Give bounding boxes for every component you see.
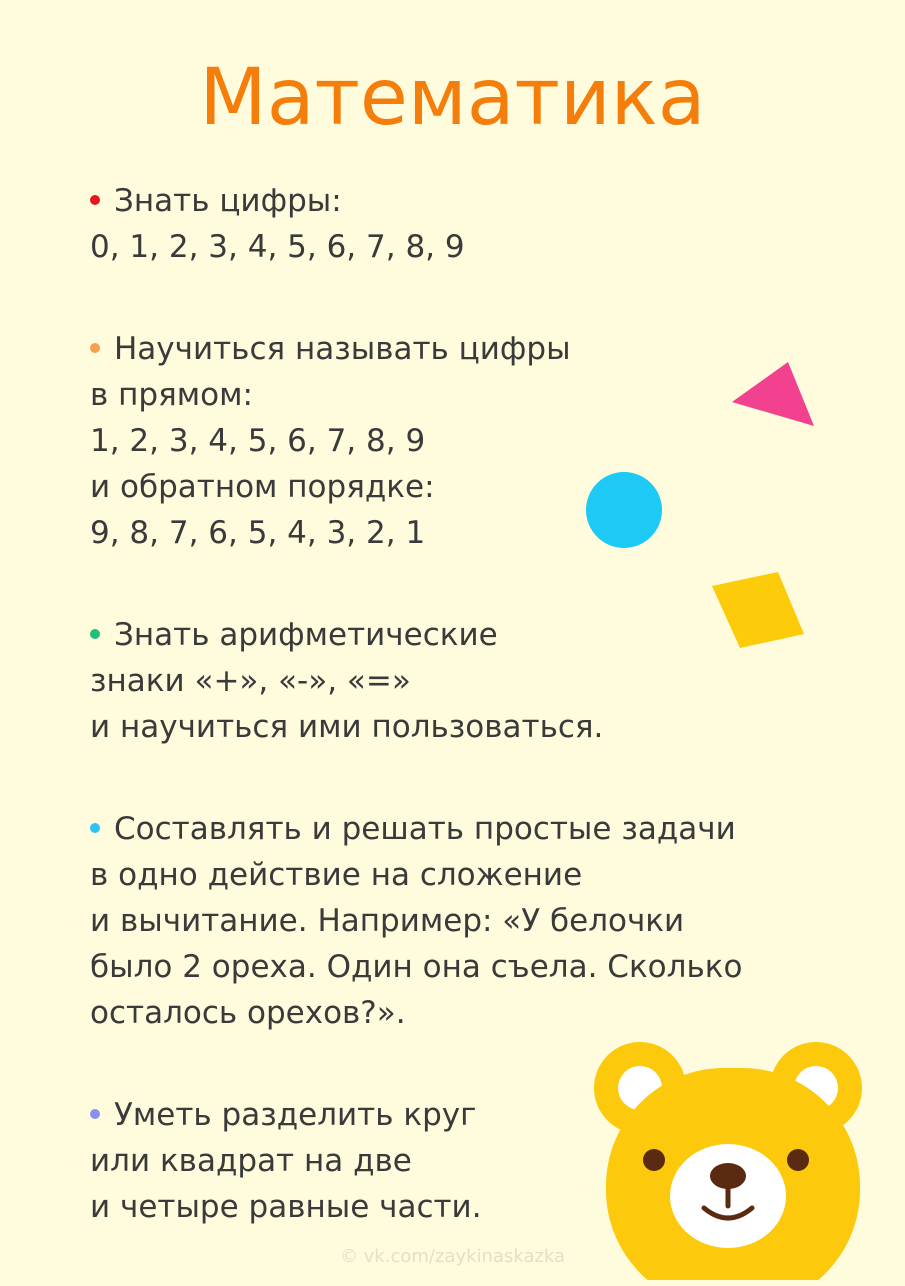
list-line: и обратном порядке: bbox=[90, 469, 435, 505]
list-section-1 bbox=[90, 178, 850, 270]
list-line: Составлять и решать простые задачи bbox=[90, 806, 850, 852]
list-line: 0, 1, 2, 3, 4, 5, 6, 7, 8, 9 bbox=[90, 229, 465, 265]
pink-triangle-icon bbox=[728, 358, 820, 432]
list-line: знаки «+», «-», «=» bbox=[90, 663, 411, 699]
list-line: Знать цифры: bbox=[90, 178, 850, 224]
list-line: в одно действие на сложение bbox=[90, 857, 583, 893]
list-line: 1, 2, 3, 4, 5, 6, 7, 8, 9 bbox=[90, 423, 426, 459]
page-title: Математика bbox=[199, 53, 706, 143]
bear-face-icon bbox=[588, 1028, 878, 1280]
bullet-dot bbox=[90, 1109, 100, 1119]
list-line: осталось орехов?». bbox=[90, 995, 406, 1031]
list-line: и вычитание. Например: «У белочки bbox=[90, 903, 685, 939]
list-line: и четыре равные части. bbox=[90, 1189, 482, 1225]
list-line: Уметь разделить круг bbox=[90, 1092, 850, 1138]
watermark: © vk.com/zaykinaskazka bbox=[339, 1246, 566, 1267]
list-line: Научиться называть цифры bbox=[90, 326, 850, 372]
bullet-dot bbox=[90, 343, 100, 353]
list-line: в прямом: bbox=[90, 377, 253, 413]
yellow-square-icon bbox=[706, 568, 810, 654]
blue-circle-icon bbox=[582, 470, 666, 554]
list-line: Знать арифметические bbox=[90, 612, 850, 658]
list-line: и научиться ими пользоваться. bbox=[90, 709, 604, 745]
list-section-4 bbox=[90, 806, 850, 1036]
list-line: 9, 8, 7, 6, 5, 4, 3, 2, 1 bbox=[90, 515, 426, 551]
bullet-dot bbox=[90, 629, 100, 639]
list-line: или квадрат на две bbox=[90, 1143, 412, 1179]
bullet-dot bbox=[90, 823, 100, 833]
bullet-dot bbox=[90, 195, 100, 205]
list-line: было 2 ореха. Один она съела. Сколько bbox=[90, 949, 743, 985]
